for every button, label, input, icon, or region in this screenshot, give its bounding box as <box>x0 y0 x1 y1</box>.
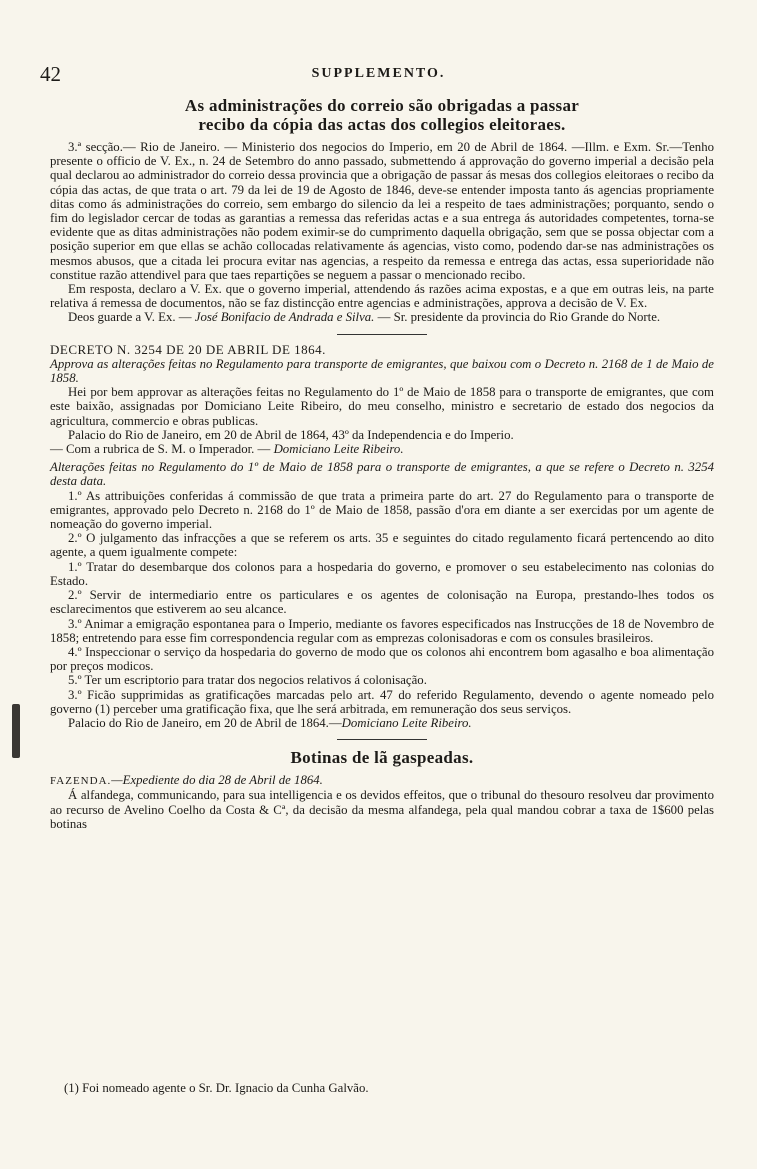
section1-closing-suffix: — Sr. presidente da provincia do Rio Grande do Norte. <box>377 310 661 325</box>
divider-1 <box>337 334 427 335</box>
margin-ink-mark <box>12 704 20 758</box>
list-item: 4.º Inspeccionar o serviço da hospedaria do governo de modo que os colonos ahi encontrem bom agasalho e boa alimentação por preços modicos. <box>50 644 714 674</box>
section1-closing <box>50 310 714 324</box>
decree-closing-signature: Domiciano Leite Ribeiro. <box>341 715 472 730</box>
footnote: (1) Foi nomeado agente o Sr. Dr. Ignacio da Cunha Galvão. <box>64 1081 369 1095</box>
page-number: 42 <box>40 62 61 86</box>
list-item: 3.º Ficão supprimidas as gratificações marcadas pelo art. 47 do referido Regulamento, devendo o agente nomeado pelo governo (1) perceber uma gratificação fixa, que lhe será arbitrada, em remuneração dos seus serviços. <box>50 687 714 716</box>
list-item: 5.º Ter um escriptorio para tratar dos negocios relativos á colonisação. <box>68 673 427 688</box>
section1-signature: José Bonifacio de Andrada e Silva. <box>194 310 375 325</box>
decree-paragraph-1: Hei por bem approvar as alterações feitas no Regulamento do 1º de Maio de 1858 para o transporte de emigrantes, que com este baixão, assignadas por Domiciano Leite Ribeiro, do meu conselho, ministro e secretario de estado dos negocios da agricultura, commercio e obras publicas. <box>50 385 714 428</box>
section1-title-line2: recibo da cópia das actas dos collegios eleitoraes. <box>198 115 566 134</box>
decree-paragraph-2: Palacio do Rio de Janeiro, em 20 de Abril de 1864, 43º da Independencia e do Imperio. <box>68 427 514 442</box>
decree-paragraph-3 <box>50 442 714 456</box>
expediente-date: —Expediente do dia 28 de Abril de 1864. <box>111 773 323 788</box>
list-item: 1.º As attribuições conferidas á commissão de que trata a primeira parte do art. 27 do Regulamento para o transporte de emigrantes, approvado pelo Decreto n. 2168 do 1º de Maio de 1858, passão d'ora em diante a ser exercidas por um agente de nomeação do governo imperial. <box>50 488 714 532</box>
section1-paragraph-2: Em resposta, declaro a V. Ex. que o governo imperial, attendendo ás razões acima expostas, e a que em outras leis, na parte relativa á remessa de documentos, não se faz distincção entre agencias e administrações, approva a decisão de V. Ex. <box>50 282 714 311</box>
divider-2 <box>337 739 427 740</box>
decree-subtitle: Approva as alterações feitas no Regulamento para transporte de emigrantes, que baixou com o Decreto n. 2168 de 1 de Maio de 1858. <box>50 356 714 386</box>
alteracoes-title: Alterações feitas no Regulamento do 1º de Maio de 1858 para o transporte de emigrantes, a que se refere o Decreto n. 3254 desta data. <box>50 460 714 489</box>
department-label: FAZENDA. <box>50 775 112 788</box>
section3-title: Botinas de lã gaspeadas. <box>290 748 474 768</box>
section1-title-line1: As administrações do correio são obrigadas a passar <box>184 96 580 115</box>
running-head: SUPPLEMENTO. <box>311 66 446 81</box>
section3-paragraph-1: Á alfandega, communicando, para sua intelligencia e os devidos effeitos, que o tribunal do thesouro resolveu dar provimento ao recurso de Avelino Coelho da Costa & Cª, da decisão da mesma alfandega, pela qual mandou cobrar a taxa de 1$600 pelas botinas <box>50 788 714 831</box>
list-item: 2.º Servir de intermediario entre os particulares e os agentes de colonisação na Europa, prestando-lhes todos os esclarecimentos que estiverem ao seu alcance. <box>50 588 714 617</box>
text-column <box>50 96 714 831</box>
alteracoes-list <box>50 489 714 716</box>
section1-paragraph-1: 3.ª secção.— Rio de Janeiro. — Ministerio dos negocios do Imperio, em 20 de Abril de 1864. —Illm. e Exm. Sr.—Tenho presente o officio de V. Ex., n. 24 de Setembro do anno passado, submettendo á approvação do governo imperial a decisão pela qual declarou ao administrador do correio dessa provincia que a obrigação de passar ás mesas dos collegios eleitoraes o recibo da cópia das actas, de que trata o art. 79 da lei de 19 de Agosto de 1846, deve-se entender imposta tanto ás agencias propriamente ditas como ás administrações do correio, sem embargo do silencio da lei a respeito de taes administrações; porquanto, sendo o fim do legislador cercar de todas as garantias a remessa das referidas actas e a sua entrega ás autoridades competentes, torna-se evidente que as ditas administrações não podem eximir-se do cumprimento daquella obrigação, sem que se possa objectar com a posição superior em que ellas se achão collocadas relativamente ás agencias, visto como, podendo dar-se nas administrações os mesmos abusos, que a citada lei procura evitar nas agencias, a respeito da remessa e entrega das actas, essa superioridade não constitue razão attendivel para que taes repartições se neguem a passar o mencionado recibo. <box>50 140 714 282</box>
decree-closing <box>50 716 714 730</box>
list-item: 1.º Tratar do desembarque dos colonos para a hospedaria do governo, e promover o seu estabelecimento nas colonias do Estado. <box>50 559 714 588</box>
section1-title <box>50 96 714 134</box>
list-item: 3.º Animar a emigração espontanea para o Imperio, mediante os favores especificados nas Instrucções de 18 de Novembro de 1858; entretendo para esse fim correspondencia regular com as emprezas colonisadoras e com os consules brasileiros. <box>50 616 714 645</box>
decree-rubric: — Com a rubrica de S. M. o Imperador. — <box>50 442 271 457</box>
decree-heading: DECRETO N. 3254 DE 20 DE ABRIL DE 1864. <box>50 341 326 357</box>
list-item: 2.º O julgamento das infracções a que se referem os arts. 35 e seguintes do citado regulamento ficará pertencendo ao dito agente, a quem igualmente compete: <box>50 531 714 560</box>
expediente-line <box>50 773 714 788</box>
decree-closing-prefix: Palacio do Rio de Janeiro, em 20 de Abril de 1864.— <box>68 715 342 730</box>
section1-closing-prefix: Deos guarde a V. Ex. — <box>68 310 192 325</box>
decree-signature: Domiciano Leite Ribeiro. <box>273 442 404 457</box>
